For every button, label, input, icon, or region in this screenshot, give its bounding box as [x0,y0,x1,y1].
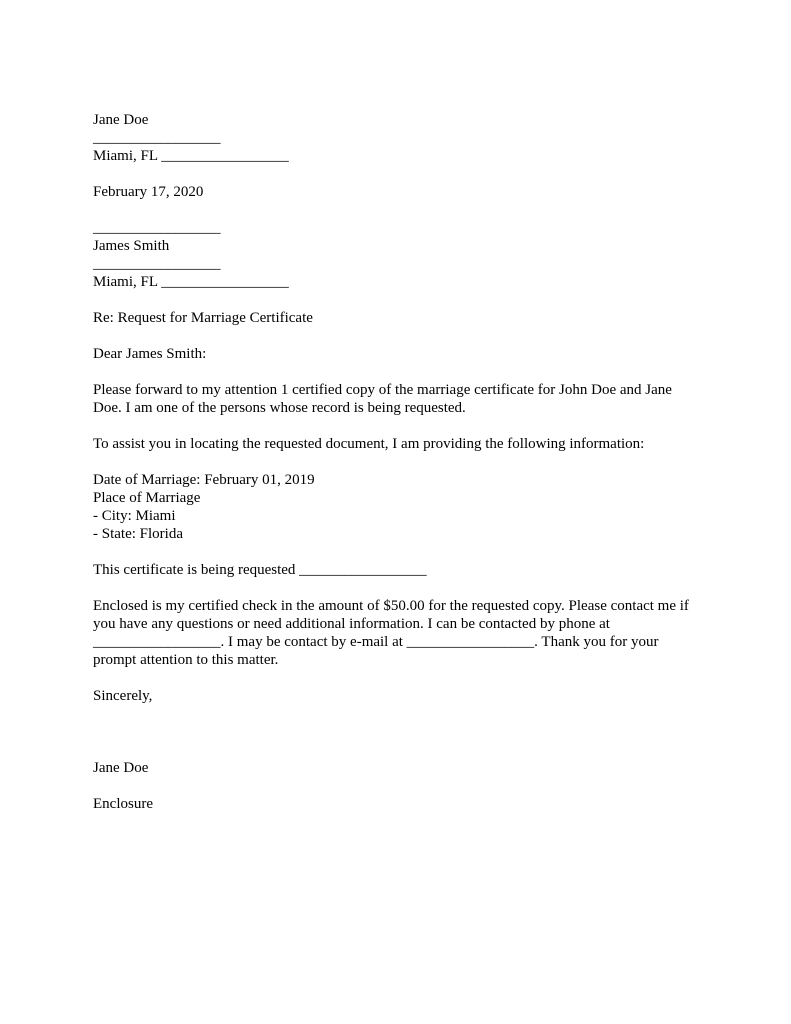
letter-body [93,111,703,831]
enclosed-paragraph: Enclosed is my certified check in the amount of $50.00 for the requested copy. Please contact me if you have any questions or need additional information. I can be contacted by phone at _________________. I may be contact by e-mail at _________________. Thank you for your prompt attention to this matter. [93,598,689,668]
signature-space [93,723,703,759]
marriage-details [93,471,703,543]
signature-name: Jane Doe [93,760,149,776]
marriage-city: - City: Miami [93,508,176,524]
place-of-marriage-heading: Place of Marriage [93,490,201,506]
purpose-paragraph: This certificate is being requested _________________ [93,562,427,578]
recipient-block [93,219,703,291]
sender-address-line: _________________ [93,130,221,146]
recipient-city-line: Miami, FL _________________ [93,274,289,290]
letter-date: February 17, 2020 [93,184,204,200]
sender-block [93,111,703,165]
date-of-marriage: Date of Marriage: February 01, 2019 [93,472,315,488]
assist-paragraph: To assist you in locating the requested document, I am providing the following information: [93,436,645,452]
recipient-address-line: _________________ [93,256,221,272]
subject-line: Re: Request for Marriage Certificate [93,310,313,326]
recipient-name: James Smith [93,238,170,254]
request-paragraph: Please forward to my attention 1 certified copy of the marriage certificate for John Doe and Jane Doe. I am one of the persons whose record is being requested. [93,382,672,416]
enclosure-note: Enclosure [93,796,153,812]
sender-city-line: Miami, FL _________________ [93,148,289,164]
salutation: Dear James Smith: [93,346,207,362]
recipient-blank-line: _________________ [93,220,221,236]
closing: Sincerely, [93,688,153,704]
sender-name: Jane Doe [93,112,149,128]
marriage-state: - State: Florida [93,526,183,542]
